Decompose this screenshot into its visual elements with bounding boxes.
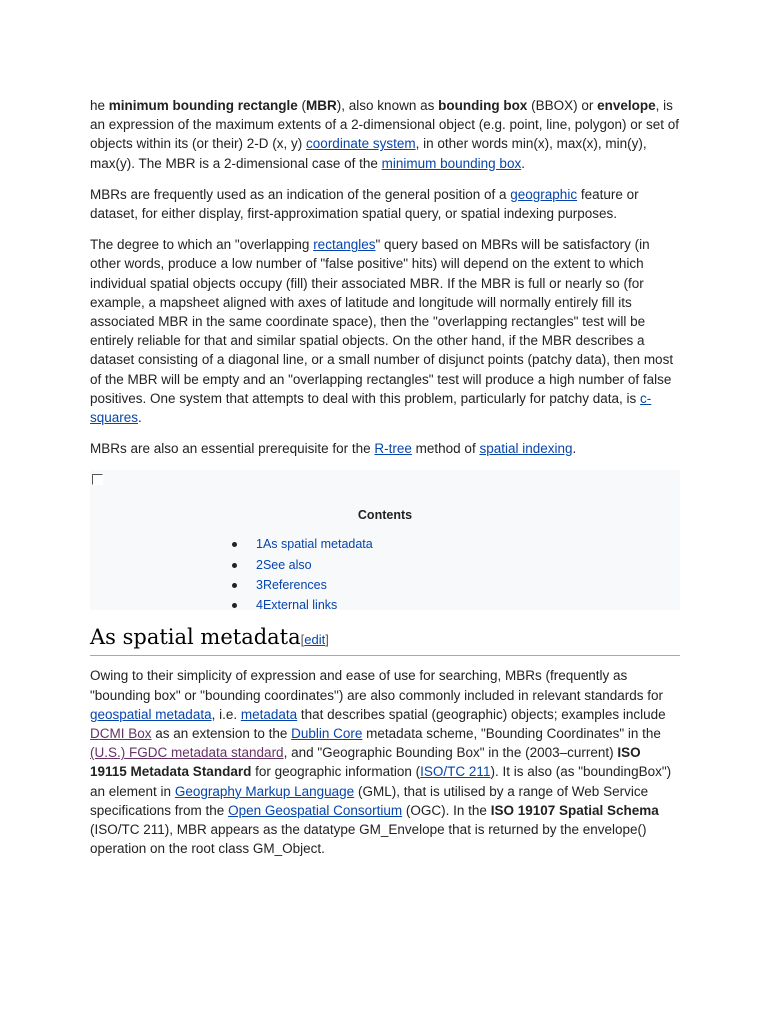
text: that describes spatial (geographic) objects; examples include [297, 706, 666, 722]
intro-paragraph-3 [90, 235, 680, 427]
text: as an extension to the [151, 726, 292, 742]
text: ( [297, 98, 307, 113]
toc-label: References [262, 578, 327, 593]
section-heading-as-spatial-metadata [90, 624, 680, 656]
link-dublin-core[interactable]: Dublin Core [291, 726, 363, 742]
text: ). It is also (as "boundingBox") an element in [90, 764, 672, 799]
term-mbr: minimum bounding rectangle [108, 98, 298, 113]
text: The degree to which an "overlapping [90, 237, 314, 253]
text: method of [411, 441, 480, 457]
toc-list [232, 534, 373, 615]
article-body [90, 96, 680, 870]
term-iso-19115: ISO 19115 Metadata Standard [90, 745, 641, 780]
toc-item-as-spatial-metadata[interactable] [232, 534, 373, 554]
section-paragraph-1 [90, 666, 680, 858]
link-geography-markup-language[interactable]: Geography Markup Language [174, 783, 355, 799]
link-geographic[interactable]: geographic [510, 186, 578, 202]
toc-number: 4 [256, 598, 263, 613]
text: , and "Geographic Bounding Box" in the (2003–current) [283, 745, 618, 761]
link-geospatial-metadata[interactable]: geospatial metadata [90, 706, 212, 722]
intro-paragraph-2 [90, 185, 680, 223]
text: . [521, 155, 525, 171]
toc-number: 1 [256, 537, 263, 552]
link-dcmi-box[interactable]: DCMI Box [90, 726, 152, 742]
text: , in other words min(x), max(x), min(y), max(y). The MBR is a 2-dimensional case of the [90, 136, 647, 171]
text: ), also known as [336, 98, 439, 113]
edit-bracket-close: ] [325, 632, 329, 648]
toc-title: Contents [357, 508, 413, 523]
text: (GML), that is utilised by a range of Web Service specifications from the [90, 783, 649, 818]
intro-paragraph-1 [90, 96, 680, 173]
link-iso-tc-211[interactable]: ISO/TC 211 [420, 764, 491, 780]
text: MBRs are frequently used as an indication of the general position of a [90, 186, 511, 202]
link-coordinate-system[interactable]: coordinate system [306, 136, 416, 152]
term-envelope: envelope [597, 98, 656, 113]
text: . [572, 441, 577, 457]
link-open-geospatial-consortium[interactable]: Open Geospatial Consortium [228, 802, 403, 818]
link-fgdc-metadata-standard[interactable]: (U.S.) FGDC metadata standard [90, 745, 284, 761]
toc-label: External links [262, 598, 338, 613]
link-spatial-indexing[interactable]: spatial indexing [479, 441, 573, 457]
text: MBRs are also an essential prerequisite for the [90, 441, 375, 457]
toc-item-references[interactable] [232, 575, 373, 595]
toc-label: As spatial metadata [262, 537, 373, 552]
text: (ISO/TC 211), MBR appears as the datatype GM_Envelope that is returned by the envelope() operation on the root class GM_Object. [90, 822, 647, 857]
edit-section [301, 632, 329, 647]
term-mbr-abbr: MBR [306, 98, 337, 113]
intro-paragraph-4 [90, 439, 680, 458]
text: (BBOX) or [527, 98, 598, 113]
text: , is an expression of the maximum extents of a 2-dimensional object (e.g. point, line, polygon) or set of objects within its (or their) 2-D (x, y) [90, 98, 680, 152]
text: feature or dataset, for either display, first-approximation spatial query, or spatial indexing purposes. [90, 186, 639, 222]
toc-toggle-checkbox[interactable] [92, 474, 103, 485]
link-c-squares[interactable]: c-squares [90, 390, 652, 426]
text: he [90, 98, 109, 113]
text: for geographic information ( [251, 764, 421, 780]
toc-item-external-links[interactable] [232, 595, 373, 615]
term-bounding-box: bounding box [438, 98, 528, 113]
edit-link[interactable]: edit [304, 632, 326, 648]
toc-item-see-also[interactable] [232, 555, 373, 575]
text: metadata scheme, "Bounding Coordinates" in the [362, 726, 661, 742]
text: , i.e. [211, 706, 241, 722]
link-metadata[interactable]: metadata [240, 706, 298, 722]
link-r-tree[interactable]: R-tree [374, 441, 412, 457]
edit-bracket-open: [ [300, 632, 305, 648]
text: (OGC). In the [402, 802, 491, 818]
section-title: As spatial metadata [90, 625, 301, 650]
link-rectangles[interactable]: rectangles [313, 237, 376, 253]
text: " query based on MBRs will be satisfactory (in other words, produce a low number of "false positive" hits) will depend on the extent to which individual spatial objects occupy (fill) their associated MBR. If the MBR is full or nearly so (for example, a mapsheet aligned with axes of latitude and longitude will normally entirely fill its associated MBR in the same coordinate space), then the "overlapping rectangles" test will be entirely reliable for that and similar spatial objects. On the other hand, if the MBR describes a dataset consisting of a diagonal line, or a small number of disjunct points (patchy data), then most of the MBR will be empty and an "overlapping rectangles" test will produce a high number of false positives. One system that attempts to deal with this problem, particularly for patchy data, is [90, 237, 674, 406]
toc-number: 2 [256, 557, 263, 572]
table-of-contents [90, 470, 680, 613]
toc-label: See also [262, 557, 312, 572]
toc-number: 3 [256, 578, 263, 593]
text: . [138, 410, 142, 426]
term-iso-19107: ISO 19107 Spatial Schema [490, 802, 659, 818]
link-minimum-bounding-box[interactable]: minimum bounding box [381, 155, 522, 171]
text: Owing to their simplicity of expression and ease of use for searching, MBRs (frequently as "bounding box" or "bounding coordinates") are also commonly included in relevant standards for [90, 668, 664, 703]
